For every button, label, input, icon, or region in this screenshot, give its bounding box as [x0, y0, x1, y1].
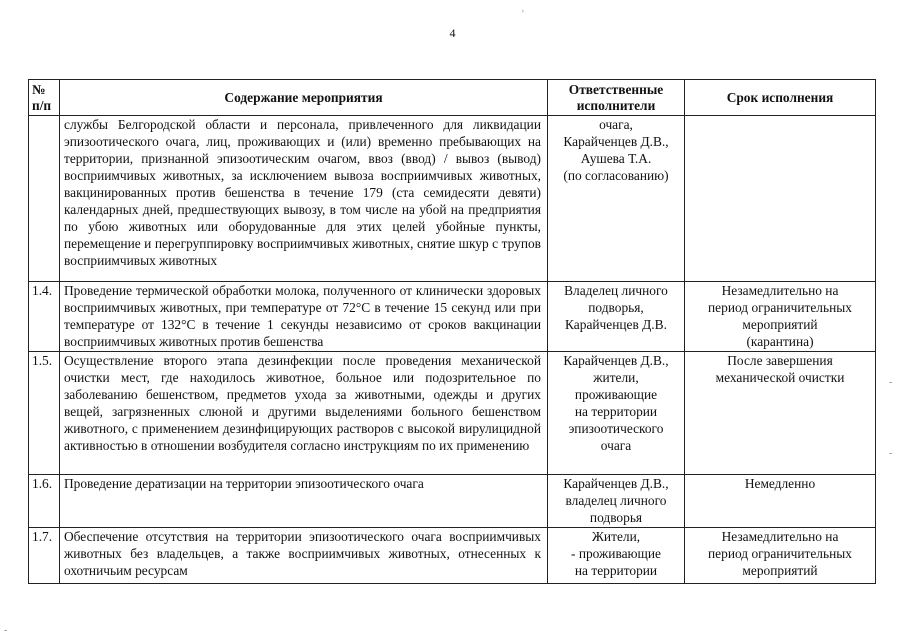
cell-line: После завершения	[727, 353, 833, 368]
cell-line: проживающие	[574, 387, 658, 402]
header-responsible	[548, 80, 685, 116]
table-row	[29, 352, 876, 475]
scan-speck: -	[889, 377, 893, 388]
table-row	[29, 116, 876, 282]
cell-line: Карайченцев Д.В.,	[563, 353, 669, 368]
cell-line: мероприятий	[742, 317, 818, 332]
row-responsible	[548, 116, 685, 282]
cell-line: на территории	[574, 404, 658, 419]
table-row	[29, 282, 876, 352]
row-content: службы Белгородской области и персонала, привлеченного для ликвидации эпизоотического очага, лиц, проживающих и (или) временно пребывающих на территории, признанной эпизоотическим очагом, ввоз (ввод) / вывоз (вывод) восприимчивых животных, за исключением вывоза восприимчивых животных, вакцинированных против бешенства в течение 179 (ста семидесяти девяти) календарных дней, предшествующих вывозу, в том числе на убой на предприятия по убою животных или оборудованные для этих целей убойные пункты, перемещение и перегруппировку восприимчивых животных, снятие шкур с трупов восприимчивых животных	[60, 116, 548, 282]
row-number	[29, 116, 60, 282]
row-term	[685, 475, 876, 528]
cell-line: на территории	[574, 563, 658, 578]
row-responsible	[548, 282, 685, 352]
row-responsible	[548, 528, 685, 584]
header-term: Срок исполнения	[685, 80, 876, 116]
cell-line: Карайченцев Д.В.	[565, 317, 667, 332]
table-header-row	[29, 80, 876, 116]
cell-line: подворья,	[588, 300, 644, 315]
row-content: Обеспечение отсутствия на территории эпизоотического очага восприимчивых животных без владельцев, а также восприимчивых животных, отнесенных к охотничьим ресурсам	[60, 528, 548, 584]
row-number: 1.4.	[29, 282, 60, 352]
cell-line: (карантина)	[746, 334, 814, 349]
header-num-line: №	[32, 81, 46, 97]
header-responsible-line: исполнители	[576, 97, 656, 113]
cell-line: Незамедлительно на	[721, 529, 839, 544]
scan-speck: -	[4, 625, 8, 636]
cell-line: Жители,	[591, 529, 641, 544]
table-row	[29, 475, 876, 528]
row-term	[685, 282, 876, 352]
scan-speck: -	[889, 448, 893, 459]
cell-line: очага,	[599, 117, 633, 132]
row-number: 1.6.	[29, 475, 60, 528]
table-row	[29, 528, 876, 584]
header-responsible-line: Ответственные	[568, 81, 664, 97]
cell-line: Незамедлительно на	[721, 283, 839, 298]
row-content: Проведение термической обработки молока, полученного от клинически здоровых восприимчивых животных, при температуре от 72°С в течение 15 секунд или при температуре от 132°С в течение 1 секунды независимо от сроков вакцинации восприимчивых животных против бешенства	[60, 282, 548, 352]
cell-line: очага	[600, 438, 632, 453]
cell-line: Карайченцев Д.В.,	[563, 476, 669, 491]
cell-line: период ограничительных	[708, 546, 852, 561]
header-num-label	[32, 82, 56, 114]
cell-line: механической очистки	[715, 370, 845, 385]
cell-line: Владелец личного	[564, 283, 668, 298]
cell-line: период ограничительных	[708, 300, 852, 315]
measures-table	[28, 79, 876, 584]
row-responsible	[548, 475, 685, 528]
header-num	[29, 80, 60, 116]
cell-line: подворья	[589, 510, 643, 525]
row-number: 1.5.	[29, 352, 60, 475]
row-term	[685, 528, 876, 584]
row-content: Осуществление второго этапа дезинфекции после проведения механической очистки мест, где находилось животное, больное или подозрительное по заболеванию бешенством, предметов ухода за животными, одежды и других вещей, загрязненных слюной и другими выделениями больного бешенством животного, с применением дезинфицирующих растворов с высокой вирулицидной активностью в отношении возбудителя согласно инструкциям по их применению	[60, 352, 548, 475]
row-responsible	[548, 352, 685, 475]
row-content: Проведение дератизации на территории эпизоотического очага	[60, 475, 548, 528]
cell-line: мероприятий	[742, 563, 818, 578]
cell-line: Немедленно	[744, 476, 816, 491]
cell-line: Аушева Т.А.	[580, 151, 652, 166]
cell-line: владелец личного	[565, 493, 667, 508]
page-number: 4	[449, 26, 456, 40]
cell-line: - проживающие	[571, 546, 661, 561]
scan-speck: '	[522, 9, 524, 20]
header-num-line: п/п	[32, 97, 52, 113]
cell-line: жители,	[593, 370, 639, 385]
row-number: 1.7.	[29, 528, 60, 584]
header-content: Содержание мероприятия	[60, 80, 548, 116]
row-term	[685, 116, 876, 282]
cell-line: (по согласованию)	[563, 168, 669, 183]
cell-line: Карайченцев Д.В.,	[563, 134, 669, 149]
row-term	[685, 352, 876, 475]
cell-line: эпизоотического	[568, 421, 664, 436]
